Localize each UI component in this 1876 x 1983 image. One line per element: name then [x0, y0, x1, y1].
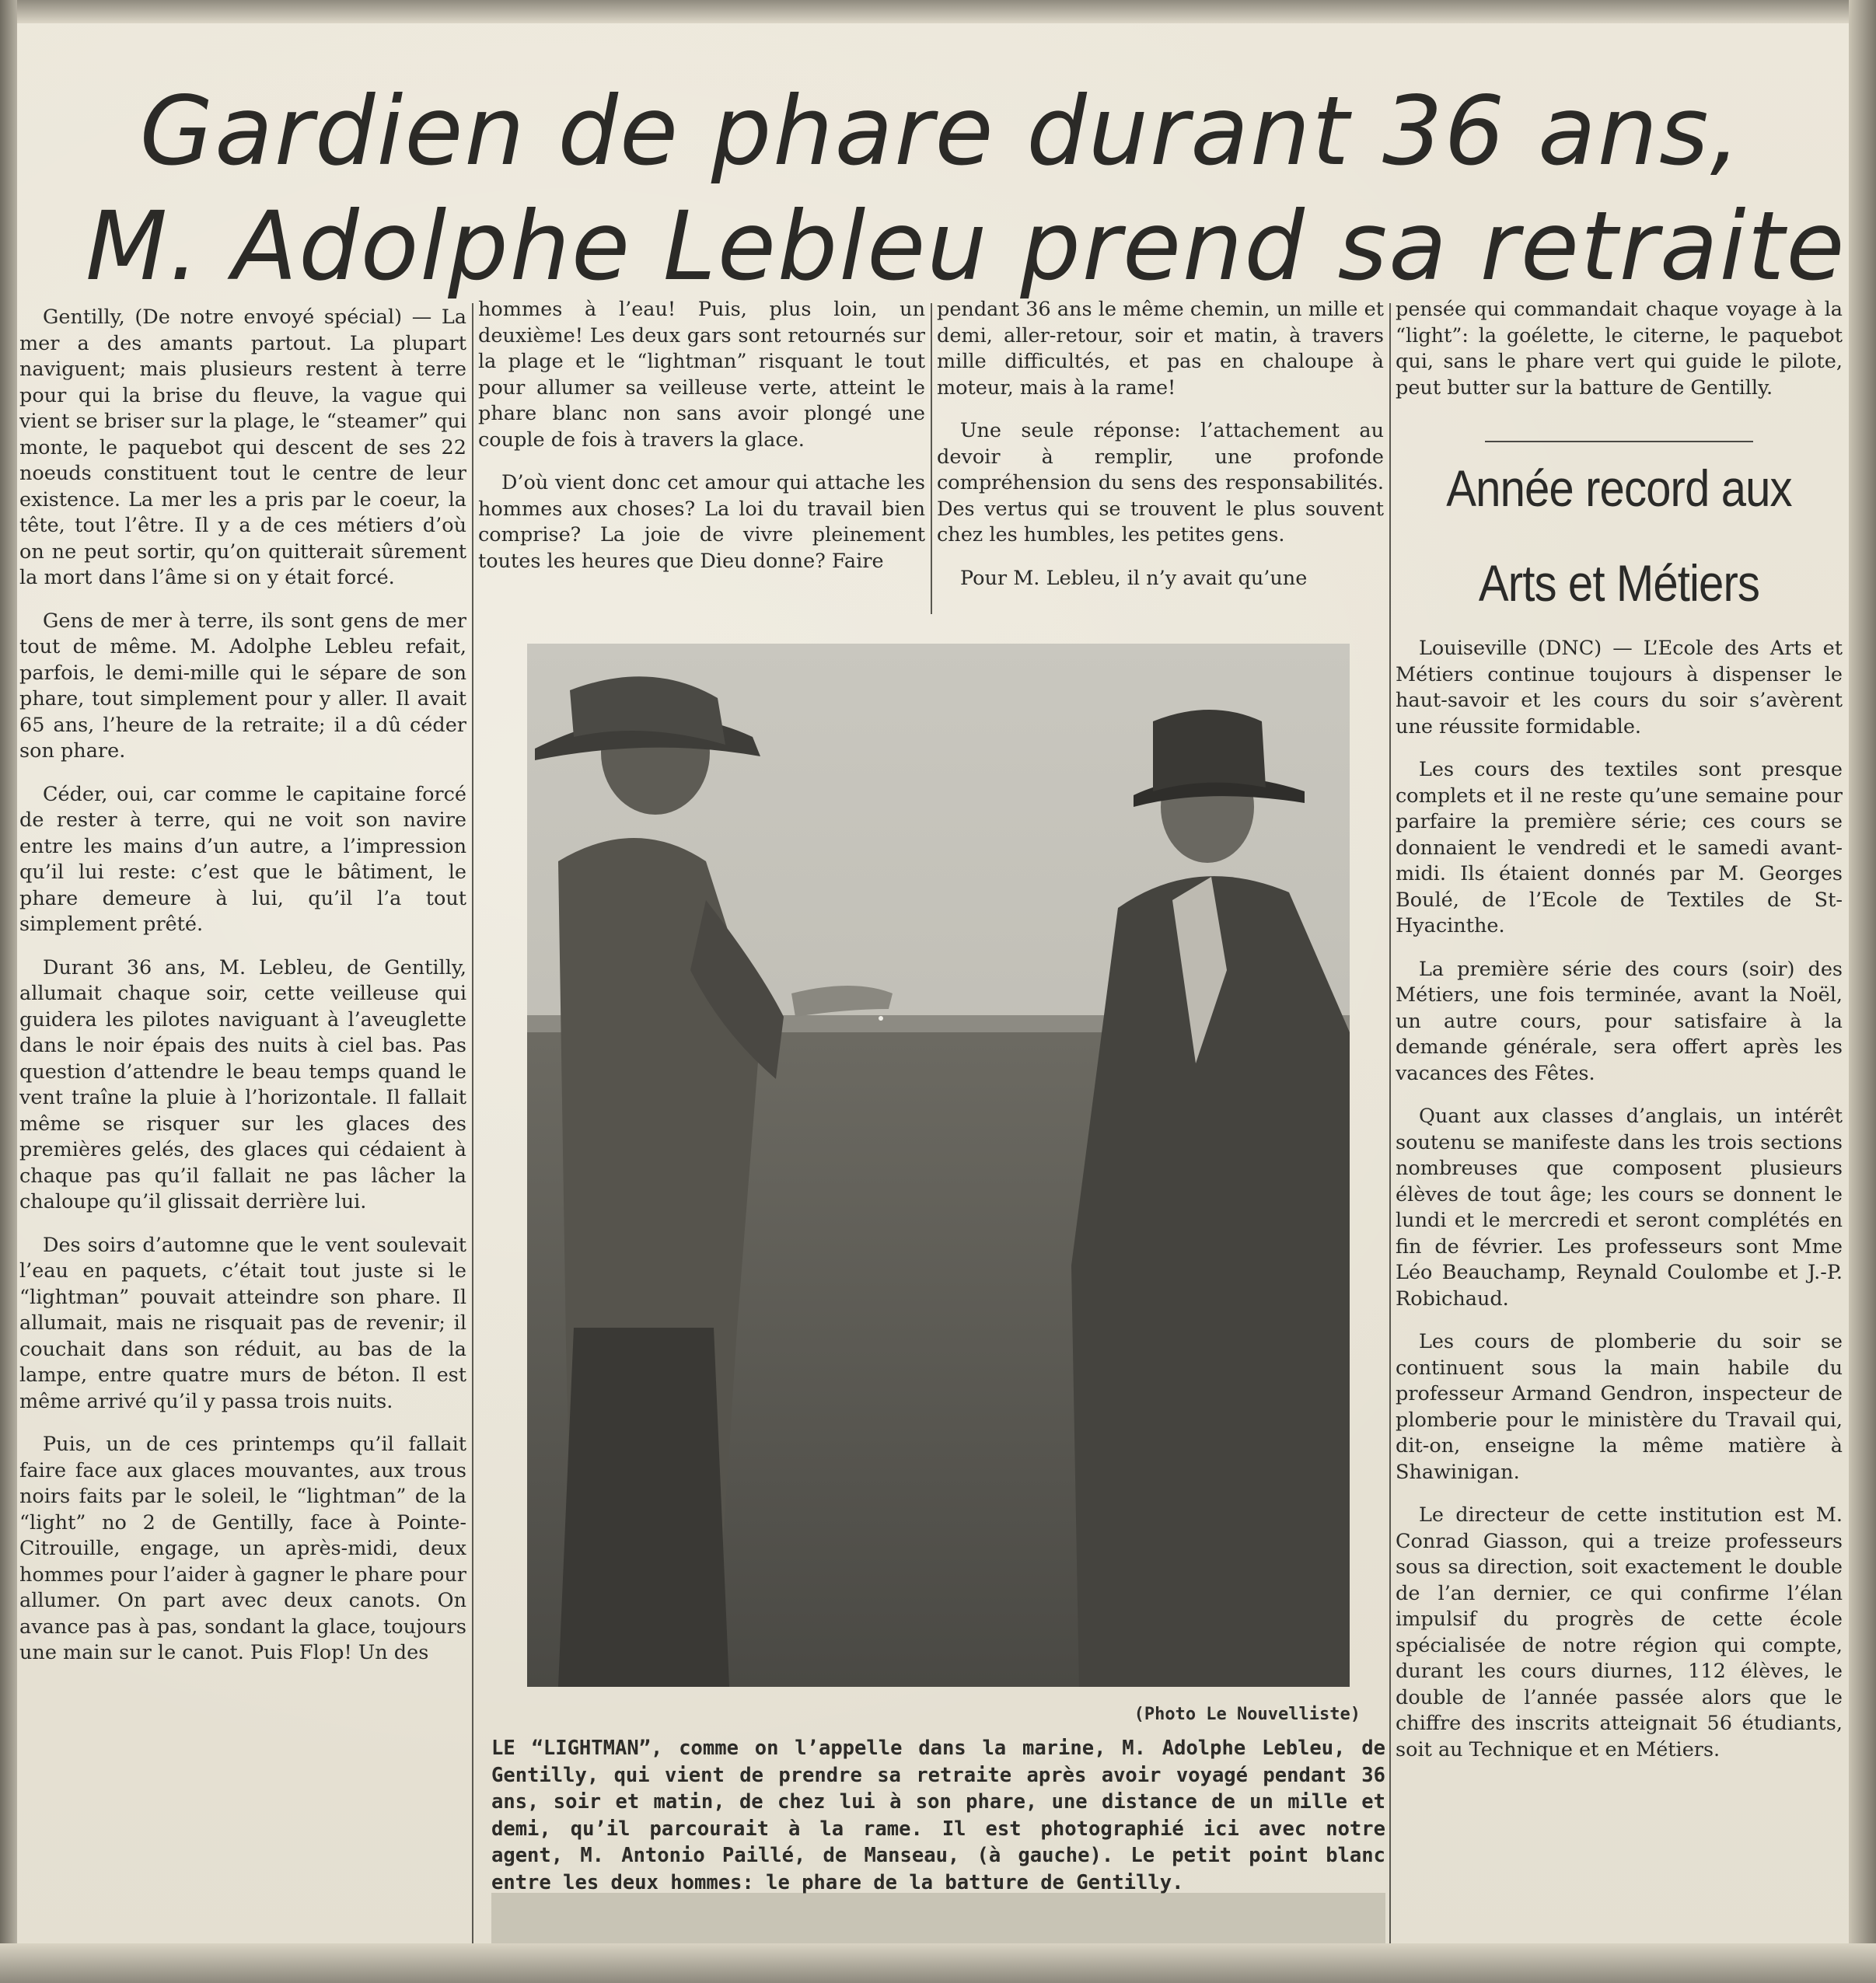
article-paragraph: Une seule réponse: l’attachement au devoir à remplir, une profonde compréhension du sens des responsabilités. Des vertus qui se trouvent le plus souvent chez les humbles, les petites gens.	[937, 419, 1384, 546]
side-article-paragraph: Quant aux classes d’anglais, un intérêt soutenu se manifeste dans les trois sections nombreuses que composent plusieurs élèves de tout âge; les cours se donnent le lundi et le mercredi et seront complétés en fin de février. Les professeurs sont Mme Léo Beauchamp, Reynald Coulombe et J.-P. Robichaud.	[1396, 1105, 1843, 1311]
article-paragraph: Céder, oui, car comme le capitaine forcé de rester à terre, qui ne voit son navire entre les mains d’un autre, a l’impression qu’il lui reste: c’est que le bâtiment, le phare demeure à lui, qu’il l’a tout simplement prêté.	[19, 782, 466, 936]
column-rule-2	[931, 303, 932, 614]
side-article-paragraph: Les cours des textiles sont presque complets et il ne reste qu’une semaine pour parfaire la première série; ces cours se donnaient le vendredi et le samedi avant-midi. Ils étaient donnés par M. Georges Boulé, de l’Ecole de Textiles de St-Hyacinthe.	[1396, 758, 1843, 937]
headline-line-2: M. Adolphe Lebleu prend sa retraite	[86, 191, 1846, 302]
page-right-edge	[1849, 0, 1876, 1983]
side-article-title-line-2: Arts et Métiers	[1478, 554, 1760, 612]
column-rule-3	[1389, 303, 1391, 1947]
photo-illustration	[527, 644, 1350, 1687]
article-paragraph: Puis, un de ces printemps qu’il fallait faire face aux glaces mouvantes, aux trous noirs faits par le soleil, le “lightman” de la “light” no 2 de Gentilly, face à Pointe-Citrouille, engage, un après-midi, deux hommes pour l’aider à gagner le phare pour allumer. On part avec deux canots. On avance pas à pas, sondant la glace, toujours une main sur le canot. Puis Flop! Un des	[19, 1433, 466, 1664]
article-column-1	[19, 305, 466, 1937]
photo-credit: (Photo Le Nouvelliste)	[1134, 1705, 1361, 1724]
side-article-paragraph: La première série des cours (soir) des Métiers, une fois terminée, avant la Noël, un autre cours, pour satisfaire à la demande générale, sera offert après les vacances des Fêtes.	[1396, 957, 1843, 1085]
news-photo	[527, 644, 1350, 1687]
article-paragraph: Des soirs d’automne que le vent soulevait l’eau en paquets, c’était tout juste si le “lightman” pouvait atteindre son phare. Il allumait, mais ne risquait pas de revenir; il couchait dans son réduit, au bas de la lampe, entre quatre murs de béton. Il est même arrivé qu’il y passa trois nuits.	[19, 1233, 466, 1413]
article-paragraph: pendant 36 ans le même chemin, un mille et demi, aller-retour, soir et matin, à travers mille difficultés, et pas en chaloupe à moteur, mais à la rame!	[937, 298, 1384, 400]
article-paragraph: Gentilly, (De notre envoyé spécial) — La mer a des amants partout. La plupart naviguent; mais plusieurs restent à terre pour qui la brise du fleuve, la vague qui vient se briser sur la plage, le “steamer” qui monte, le paquebot qui descent de ses 22 noeuds constituent tout le centre de leur existence. La mer les a pris par le coeur, la tête, tout l’être. Il y a de ces métiers d’où on ne peut sortir, qu’on quitterait sûrement la mort dans l’âme si on y était forcé.	[19, 305, 466, 589]
article-column-2	[478, 297, 925, 608]
side-article-body	[1396, 636, 1843, 1950]
article-paragraph: Gens de mer à terre, ils sont gens de mer tout de même. M. Adolphe Lebleu refait, parfois, le demi-mille qui le sépare de son phare, tout simplement pour y aller. Il avait 65 ans, l’heure de la retraite; il a dû céder son phare.	[19, 609, 466, 763]
page-top-edge	[0, 0, 1876, 23]
page-left-edge	[0, 0, 17, 1983]
article-paragraph: pensée qui commandait chaque voyage à la “light”: la goélette, le citerne, le paquebot qui, sans le phare vert qui guide le pilote, peut butter sur la batture de Gentilly.	[1396, 298, 1843, 400]
side-article-title-line-1: Année record aux	[1446, 459, 1792, 517]
page-bottom-edge	[0, 1943, 1876, 1983]
article-column-3	[937, 297, 1384, 608]
photo-caption: LE “LIGHTMAN”, comme on l’appelle dans la marine, M. Adolphe Lebleu, de Gentilly, qui vient de prendre sa retraite après avoir voyagé pendant 36 ans, soir et matin, de chez lui à son phare, une distance de un mille et demi, qu’il parcourait à la rame. Il est photographié ici avec notre agent, M. Antonio Paillé, de Manseau, (à gauche). Le petit point blanc entre les deux hommes: le phare de la batture de Gentilly.	[491, 1737, 1385, 1894]
article-column-4	[1396, 297, 1843, 437]
article-paragraph: hommes à l’eau! Puis, plus loin, un deuxième! Les deux gars sont retournés sur la plage et le “lightman” risquant le tout pour allumer sa veilleuse verte, atteint le phare blanc non sans avoir plongé une couple de fois à travers la glace.	[478, 298, 925, 452]
side-article-paragraph: Louiseville (DNC) — L’Ecole des Arts et Métiers continue toujours à dispenser le haut-savoir et les cours du soir s’avèrent une réussite formidable.	[1396, 637, 1843, 738]
headline-line-1: Gardien de phare durant 36 ans,	[139, 76, 1742, 187]
side-article-paragraph: Le directeur de cette institution est M. Conrad Giasson, qui a treize professeurs sous sa direction, soit exactement le double de l’an dernier, ce qui confirme l’élan impulsif du progrès de cette école spécialisée de notre région qui compte, durant les cours diurnes, 112 élèves, le double de l’année passée alors que le chiffre des inscrits atteignait 56 étudiants, soit au Technique et en Métiers.	[1396, 1503, 1843, 1761]
column-rule-1	[472, 303, 473, 1947]
article-paragraph: Pour M. Lebleu, il n’y avait qu’une	[960, 566, 1308, 590]
article-paragraph: D’où vient donc cet amour qui attache les hommes aux choses? La loi du travail bien comprise? La joie de vivre pleinement toutes les heures que Dieu donne? Faire	[478, 471, 925, 573]
side-article-divider	[1485, 441, 1753, 442]
side-article-paragraph: Les cours de plomberie du soir se continuent sous la main habile du professeur Armand Gendron, inspecteur de plomberie pour le ministère du Travail qui, dit-on, enseigne la même matière à Shawinigan.	[1396, 1330, 1843, 1484]
lighthouse-dot	[879, 1016, 883, 1021]
article-paragraph: Durant 36 ans, M. Lebleu, de Gentilly, allumait chaque soir, cette veilleuse qui guidera les pilotes naviguant à l’aveuglette dans le noir épais des nuits à ciel bas. Pas question d’attendre le beau temps quand le vent traîne la pluie à l’horizontale. Il fallait même se risquer sur les glaces des premières gelés, des glaces qui cédaient à chaque pas qu’il fallait ne pas lâcher la chaloupe qu’il glissait derrière lui.	[19, 955, 466, 1213]
